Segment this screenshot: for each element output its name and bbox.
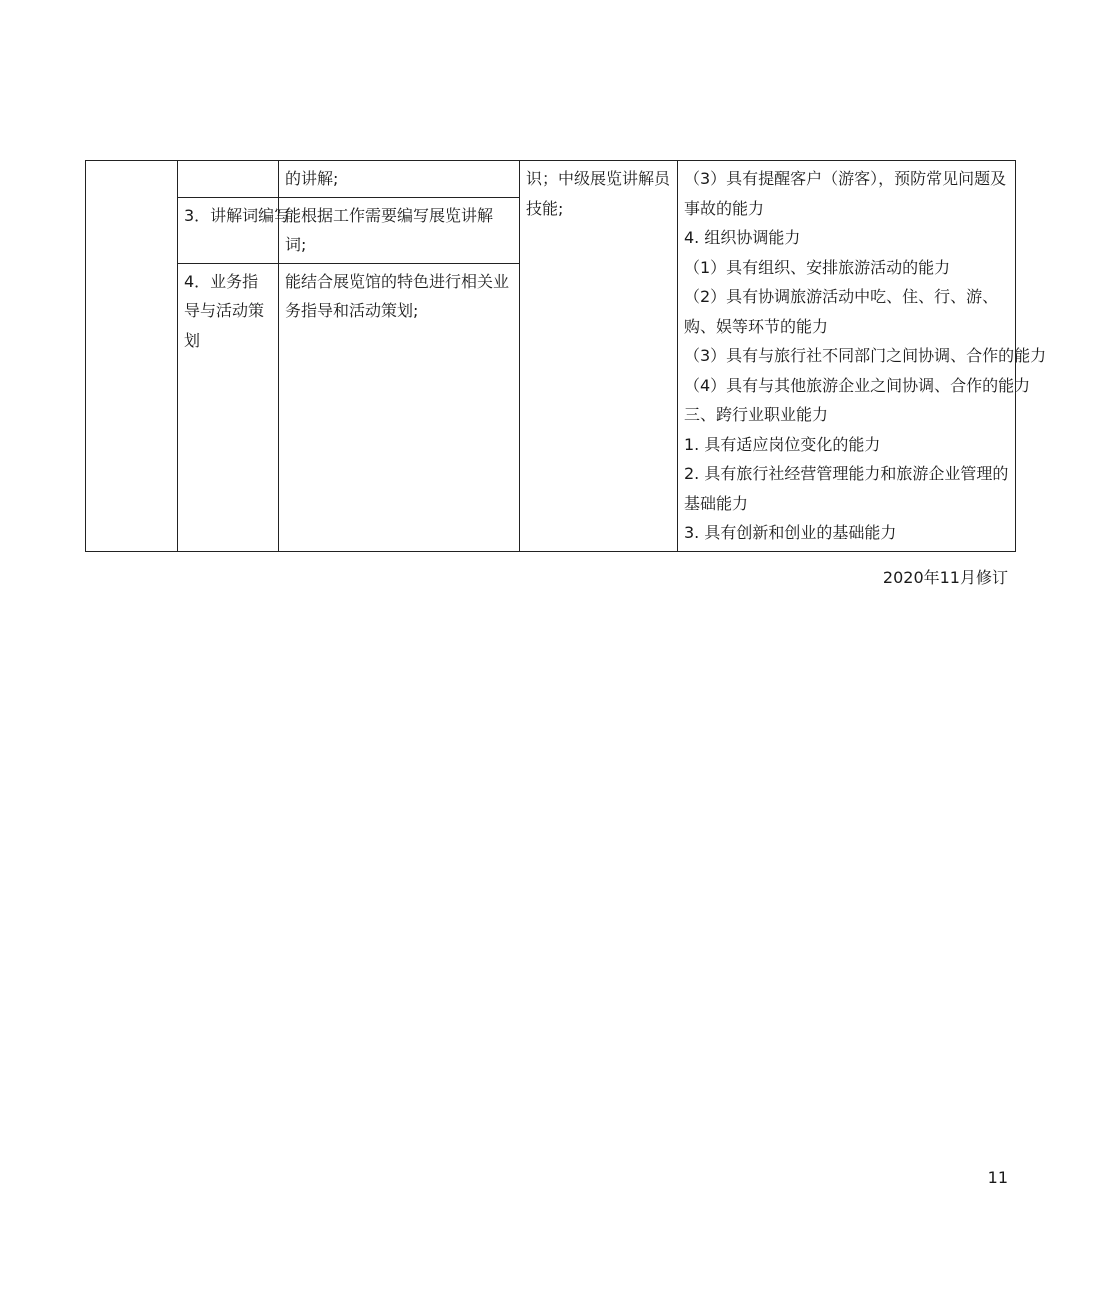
- table-cell-requirement: 能结合展览馆的特色进行相关业务指导和活动策划;: [279, 263, 520, 551]
- ability-line: （3）具有与旅行社不同部门之间协调、合作的能力: [684, 346, 1047, 365]
- ability-line: （2）具有协调旅游活动中吃、住、行、游、购、娱等环节的能力: [684, 287, 999, 336]
- page-number: 11: [987, 1168, 1008, 1187]
- ability-line: 4. 组织协调能力: [684, 228, 801, 247]
- table-cell-empty: [86, 161, 178, 552]
- table-cell-task: [178, 161, 279, 198]
- table-cell-knowledge: 识；中级展览讲解员技能;: [520, 161, 678, 552]
- table-row: [86, 161, 1016, 198]
- ability-line: 三、跨行业职业能力: [684, 405, 829, 424]
- ability-line: 3. 具有创新和创业的基础能力: [684, 523, 897, 542]
- ability-line: （3）具有提醒客户（游客），预防常见问题及事故的能力: [684, 169, 1007, 218]
- table-cell-abilities: [678, 161, 1047, 552]
- curriculum-table: [85, 160, 1047, 552]
- table-cell-requirement: 能根据工作需要编写展览讲解词;: [279, 197, 520, 263]
- table-cell-task: 3．讲解词编写: [178, 197, 279, 263]
- table-cell-task: 4．业务指导与活动策划: [178, 263, 279, 551]
- revision-note: 2020年11月修订: [882, 568, 1008, 587]
- ability-line: （1）具有组织、安排旅游活动的能力: [684, 257, 951, 277]
- ability-line: 1. 具有适应岗位变化的能力: [684, 434, 881, 454]
- ability-line: （4）具有与其他旅游企业之间协调、合作的能力: [684, 375, 1031, 395]
- table-cell-requirement: 的讲解;: [279, 161, 520, 198]
- ability-line: 2. 具有旅行社经营管理能力和旅游企业管理的基础能力: [684, 464, 1009, 513]
